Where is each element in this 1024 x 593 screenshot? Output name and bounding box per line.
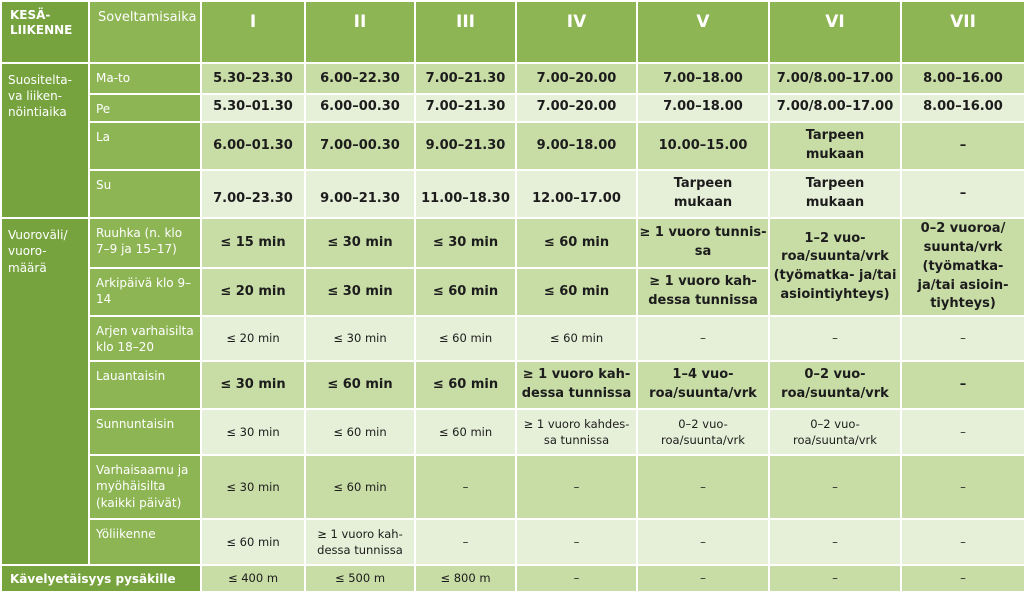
group-label-line: nöintiaika (8, 105, 67, 120)
table-title-line: LIIKENNE (10, 23, 73, 37)
table-cell (516, 409, 637, 455)
table-cell: – (769, 519, 901, 565)
table-row (1, 122, 1024, 170)
cell-line: ≥ 1 vuoro tunnis- (639, 225, 767, 241)
table-cell: ≤ 15 min (201, 218, 305, 268)
group-label-line: Vuoroväli/ (8, 228, 68, 243)
table-cell: ≤ 400 m (201, 565, 305, 592)
table-cell: 9.00–18.00 (516, 122, 637, 170)
table-cell: ≤ 30 min (305, 268, 415, 316)
table-cell: 7.00/8.00–17.00 (769, 63, 901, 94)
column-header-class-2: II (305, 1, 415, 63)
table-cell: ≤ 60 min (516, 316, 637, 361)
table-cell (516, 361, 637, 409)
row-label-line: myöhäisilta (96, 479, 166, 494)
column-header-class-3: III (415, 1, 516, 63)
table-cell (637, 268, 769, 316)
table-cell: ≤ 60 min (305, 455, 415, 519)
row-label (89, 268, 201, 316)
table-cell: ≤ 30 min (201, 361, 305, 409)
row-label (89, 316, 201, 361)
table-cell: 7.00–20.00 (516, 94, 637, 122)
table-cell: – (415, 519, 516, 565)
cell-line: ≥ 1 vuoro kah- (522, 367, 631, 383)
table-cell (769, 409, 901, 455)
table-row (1, 455, 1024, 519)
cell-line: 0–2 vuo- (804, 367, 866, 383)
table-cell: ≤ 20 min (201, 268, 305, 316)
table-cell: ≤ 60 min (305, 409, 415, 455)
table-cell: 7.00/8.00–17.00 (769, 94, 901, 122)
row-label-line: Arkipäivä klo 9– (96, 276, 192, 291)
row-label: Ma-to (89, 63, 201, 94)
table-cell: – (901, 316, 1024, 361)
table-cell: 5.30–01.30 (201, 94, 305, 122)
group-label-line: Suositelta- (8, 73, 72, 87)
table-cell: – (637, 316, 769, 361)
table-cell: ≤ 30 min (305, 316, 415, 361)
group-label-frequency (1, 218, 89, 565)
table-cell: – (769, 316, 901, 361)
table-cell: ≤ 30 min (305, 218, 415, 268)
table-cell: 5.30–23.30 (201, 63, 305, 94)
table-cell (637, 409, 769, 455)
cell-line: roa/suunta/vrk (661, 433, 745, 448)
cell-line: roa/suunta/vrk (781, 386, 889, 402)
table-cell: ≤ 60 min (415, 268, 516, 316)
table-cell: – (637, 455, 769, 519)
cell-line: ≥ 1 vuoro kahdes- (523, 416, 630, 431)
cell-line: asiointiyhteys) (780, 287, 890, 303)
cell-line: Tarpeen (805, 176, 865, 192)
table-row (1, 565, 1024, 592)
table-cell: 7.00–20.00 (516, 63, 637, 94)
table-cell: – (901, 519, 1024, 565)
group-label-line: määrä (8, 260, 47, 275)
table-cell: 7.00–00.30 (305, 122, 415, 170)
row-label-line: Ruuhka (n. klo (96, 226, 183, 241)
column-header-class-4: IV (516, 1, 637, 63)
table-cell: ≤ 500 m (305, 565, 415, 592)
cell-line: 0–2 vuo- (678, 416, 728, 431)
cell-line: 1–4 vuo- (672, 367, 734, 383)
table-cell: – (901, 455, 1024, 519)
cell-line: ja/tai asioin- (917, 277, 1009, 293)
table-cell: ≤ 30 min (415, 218, 516, 268)
cell-line: roa/suunta/vrk (793, 433, 877, 448)
table-cell: ≤ 30 min (201, 455, 305, 519)
cell-line: dessa tunnissa (648, 293, 758, 309)
table-cell: 7.00–18.00 (637, 63, 769, 94)
table-cell: ≤ 30 min (201, 409, 305, 455)
group-label-line: va liiken- (8, 89, 63, 104)
cell-line: 0–2 vuo- (810, 416, 860, 431)
table-cell: 8.00–16.00 (901, 63, 1024, 94)
table-cell: ≤ 800 m (415, 565, 516, 592)
table-row (1, 94, 1024, 122)
table-cell: 7.00–23.30 (201, 170, 305, 218)
cell-line: roa/suunta/vrk (781, 249, 889, 265)
table-cell: – (901, 565, 1024, 592)
cell-line: tiyhteys) (930, 296, 996, 312)
column-header-class-5: V (637, 1, 769, 63)
table-cell: – (901, 361, 1024, 409)
table-cell: 9.00–21.30 (415, 122, 516, 170)
table-cell: 10.00–15.00 (637, 122, 769, 170)
row-label-line: Arjen varhaisilta (96, 324, 194, 339)
row-label-line: 7–9 ja 15–17) (96, 242, 177, 257)
cell-line: ≥ 1 vuoro kah- (649, 274, 757, 290)
column-header-class-7: VII (901, 1, 1024, 63)
table-row (1, 519, 1024, 565)
row-label-line: klo 18–20 (96, 340, 154, 355)
cell-line: 1–2 vuo- (804, 230, 866, 246)
table-cell: 7.00–21.30 (415, 63, 516, 94)
row-label: Lauantaisin (89, 361, 201, 409)
row-label-walking-distance: Kävelyetäisyys pysäkille (1, 565, 201, 592)
cell-line: ≥ 1 vuoro kah- (317, 526, 403, 541)
table-row (1, 63, 1024, 94)
table-cell: ≤ 20 min (201, 316, 305, 361)
table-cell (769, 170, 901, 218)
row-label (89, 218, 201, 268)
cell-line: (työmatka- ja/tai (773, 268, 897, 284)
row-label (89, 455, 201, 519)
row-label-line: Varhaisaamu ja (96, 463, 189, 478)
table-cell: 12.00–17.00 (516, 170, 637, 218)
row-label-line: (kaikki päivät) (96, 495, 182, 510)
table-title-line: KESÄ- (10, 8, 51, 22)
cell-line: sa tunnissa (543, 433, 610, 448)
cell-line: suunta/vrk (923, 239, 1003, 255)
table-cell: – (901, 409, 1024, 455)
table-cell (637, 170, 769, 218)
table-cell: – (516, 519, 637, 565)
table-row (1, 170, 1024, 218)
table-cell: – (901, 170, 1024, 218)
table-row (1, 361, 1024, 409)
table-row (1, 409, 1024, 455)
table-cell: 6.00–01.30 (201, 122, 305, 170)
table-cell (305, 519, 415, 565)
cell-line: mukaan (805, 195, 865, 211)
table-title (1, 1, 89, 63)
cell-line: 0–2 vuoroa/ (920, 221, 1006, 237)
table-cell: ≤ 60 min (305, 361, 415, 409)
table-cell: 8.00–16.00 (901, 94, 1024, 122)
table-cell: 9.00–21.30 (305, 170, 415, 218)
table-cell: 6.00–00.30 (305, 94, 415, 122)
table-cell: – (415, 455, 516, 519)
table-cell: 6.00–22.30 (305, 63, 415, 94)
row-label: Yöliikenne (89, 519, 201, 565)
table-cell: – (637, 565, 769, 592)
group-label-recommended-hours (1, 63, 89, 218)
table-cell: ≤ 60 min (201, 519, 305, 565)
column-header-application-time: Soveltamisaika (89, 1, 201, 63)
table-cell (637, 218, 769, 268)
row-label: Sunnuntaisin (89, 409, 201, 455)
table-cell: – (769, 565, 901, 592)
cell-line: sa (694, 244, 712, 260)
table-cell: ≤ 60 min (415, 361, 516, 409)
table-row (1, 218, 1024, 268)
row-label: Su (89, 170, 201, 218)
table-cell (901, 218, 1024, 316)
table-cell: – (637, 519, 769, 565)
table-cell: 7.00–18.00 (637, 94, 769, 122)
cell-line: Tarpeen (805, 128, 865, 144)
cell-line: dessa tunnissa (317, 543, 403, 558)
table-cell: ≤ 60 min (516, 268, 637, 316)
table-cell (769, 122, 901, 170)
cell-line: Tarpeen (673, 176, 733, 192)
column-header-class-6: VI (769, 1, 901, 63)
row-label: La (89, 122, 201, 170)
column-header-class-1: I (201, 1, 305, 63)
cell-line: roa/suunta/vrk (649, 386, 757, 402)
table-cell: ≤ 60 min (516, 218, 637, 268)
row-label: Pe (89, 94, 201, 122)
table-cell: – (769, 455, 901, 519)
row-label-line: 14 (96, 292, 112, 307)
header-row (1, 1, 1024, 63)
cell-line: mukaan (805, 147, 865, 163)
table-cell: – (901, 122, 1024, 170)
table-cell (769, 361, 901, 409)
cell-line: mukaan (673, 195, 733, 211)
table-cell (637, 361, 769, 409)
cell-line: (työmatka- (922, 258, 1004, 274)
cell-line: dessa tunnissa (521, 386, 632, 402)
table-cell: 11.00–18.30 (415, 170, 516, 218)
table-cell: ≤ 60 min (415, 409, 516, 455)
table-cell (769, 218, 901, 316)
table-row (1, 316, 1024, 361)
group-label-line: vuoro- (8, 244, 47, 259)
table-cell: – (516, 565, 637, 592)
table-cell: – (516, 455, 637, 519)
table-cell: 7.00–21.30 (415, 94, 516, 122)
table-cell: ≤ 60 min (415, 316, 516, 361)
